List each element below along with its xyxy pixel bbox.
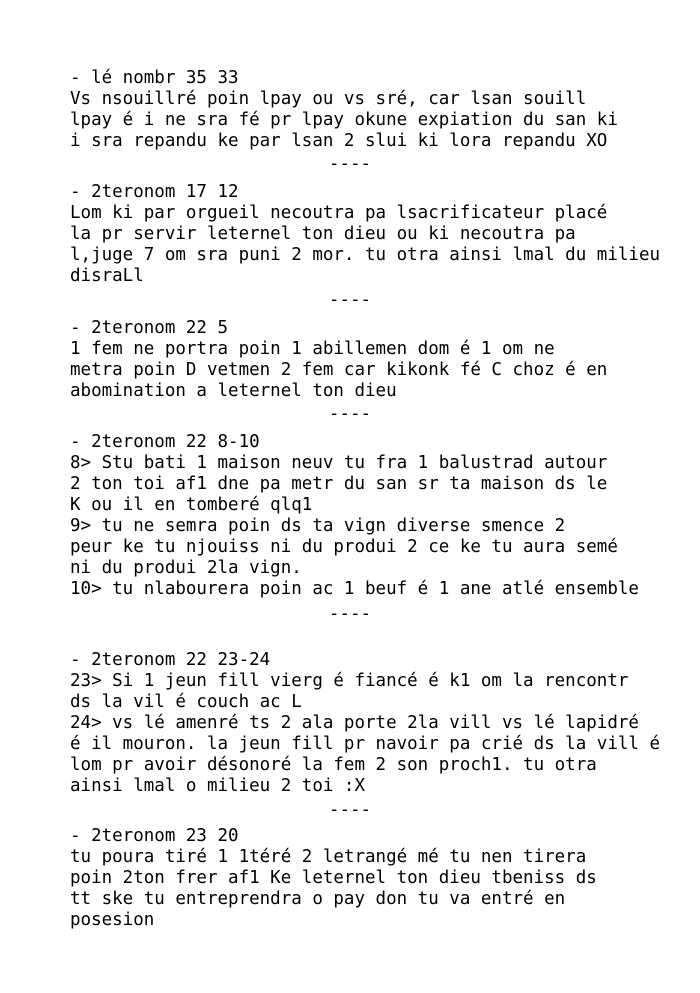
verse-line: poin 2ton frer af1 Ke leternel ton dieu tbeniss ds [70,868,597,888]
verse-line: disraLl [70,266,144,286]
verse-line: i sra repandu ke par lsan 2 slui ki lora repandu XO [70,131,608,151]
verse-line: peur ke tu njouiss ni du produi 2 ce ke tu aura semé [70,537,618,557]
verse-line: tu poura tiré 1 1téré 2 letrangé mé tu nen tirera [70,847,587,867]
verse-reference: - 2teronom 22 8-10 [70,432,260,452]
verse-line: posesion [70,910,155,930]
verse-line: 8> Stu bati 1 maison neuv tu fra 1 balustrad autour [70,453,608,473]
verse-entry [70,68,640,152]
verse-line: é il mouron. la jeun fill pr navoir pa crié ds la vill é [70,734,661,754]
verse-entry [70,432,640,600]
verse-line: 1 fem ne portra poin 1 abillemen dom é 1 om ne [70,339,555,359]
verse-line: lpay é i ne sra fé pr lpay okune expiation du san ki [70,110,618,130]
verse-entry [70,826,640,931]
verse-reference: - 2teronom 23 20 [70,826,239,846]
verse-line: lom pr avoir désonoré la fem 2 son proch1. tu otra [70,755,597,775]
verse-line: Vs nsouillré poin lpay ou vs sré, car lsan souill [70,89,587,109]
verse-line: 9> tu ne semra poin ds ta vign diverse smence 2 [70,516,566,536]
verse-line: ds la vil é couch ac L [70,692,302,712]
verse-reference: - 2teronom 22 5 [70,318,229,338]
verse-line: 10> tu nlabourera poin ac 1 beuf é 1 ane atlé ensemble [70,579,639,599]
verse-line: ainsi lmal o milieu 2 toi :X [70,776,366,796]
verse-line: abomination a leternel ton dieu [70,381,397,401]
verse-reference: - 2teronom 22 23-24 [70,650,271,670]
verse-line: 23> Si 1 jeun fill vierg é fiancé é k1 om la rencontr [70,671,629,691]
verse-line: 24> vs lé amenré ts 2 ala porte 2la vill vs lé lapidré [70,713,639,733]
separator-dashes: ---- [328,800,372,820]
separator-dashes: ---- [328,154,372,174]
verse-line: Lom ki par orgueil necoutra pa lsacrificateur placé [70,203,608,223]
separator-dashes: ---- [328,604,372,624]
verse-line: la pr servir leternel ton dieu ou ki necoutra pa [70,224,576,244]
separator-dashes: ---- [328,290,372,310]
verse-line: 2 ton toi af1 dne pa metr du san sr ta maison ds le [70,474,608,494]
verse-reference: - 2teronom 17 12 [70,182,239,202]
verse-line: K ou il en tomberé qlq1 [70,495,313,515]
verse-reference: - lé nombr 35 33 [70,68,239,88]
verse-entry [70,650,661,797]
separator-dashes: ---- [328,404,372,424]
verse-line: tt ske tu entreprendra o pay don tu va entré en [70,889,566,909]
verse-line: metra poin D vetmen 2 fem car kikonk fé C choz é en [70,360,608,380]
verse-entry [70,318,640,402]
verse-line: l,juge 7 om sra puni 2 mor. tu otra ainsi lmal du milieu [70,245,661,265]
verse-line: ni du produi 2la vign. [70,558,302,578]
verse-entry [70,182,661,287]
